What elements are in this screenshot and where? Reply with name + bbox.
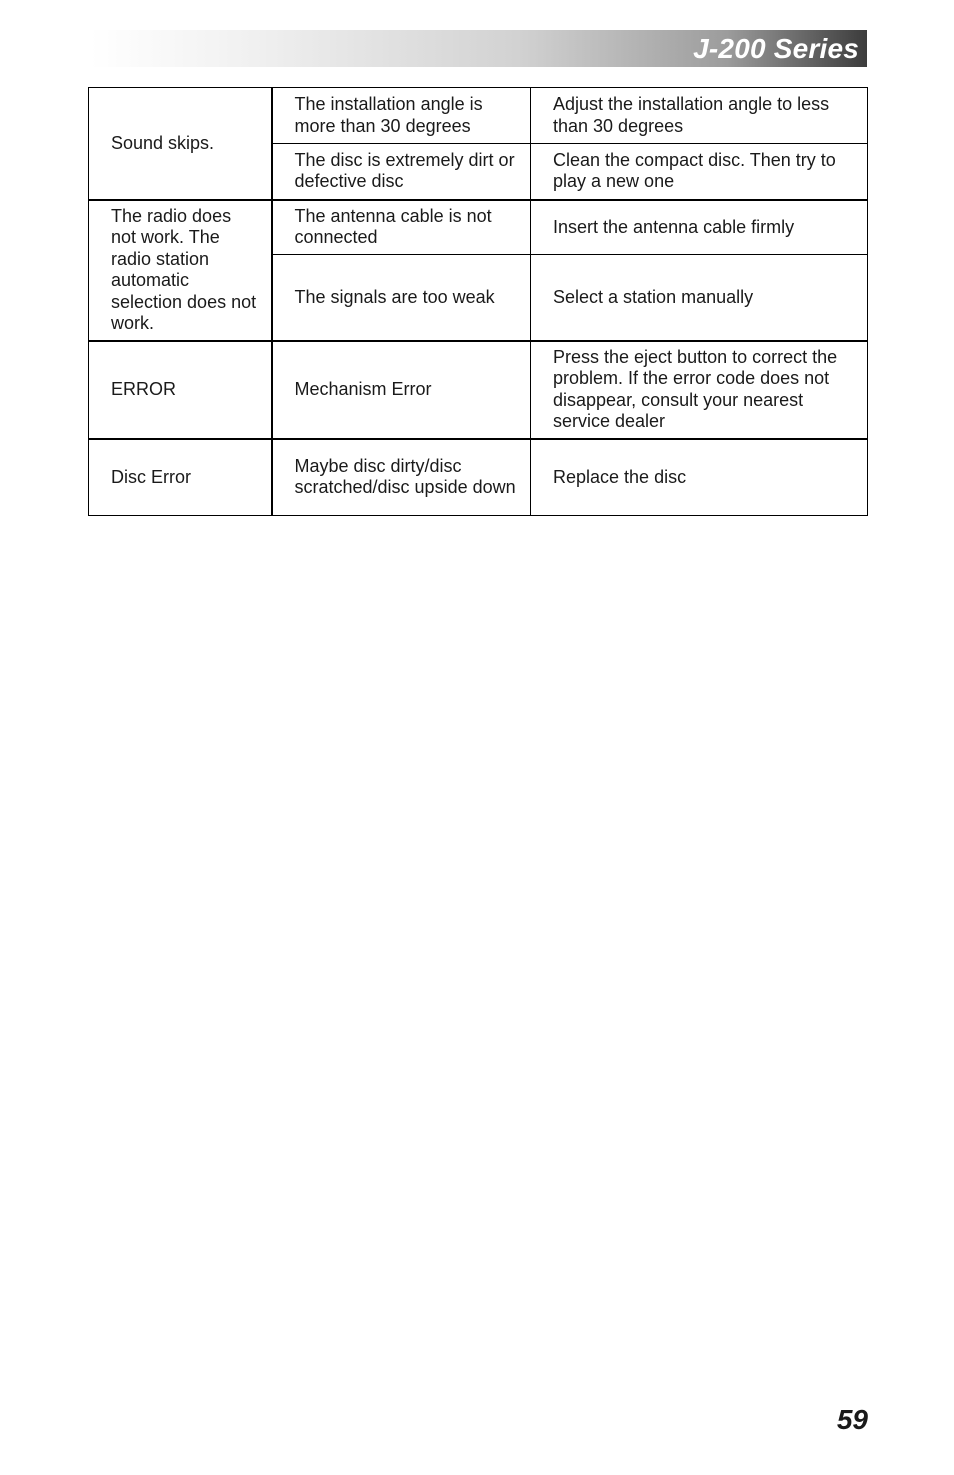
solution-cell: Press the eject button to correct the problem. If the error code does not disappear, consult your nearest service dealer [531, 341, 868, 439]
problem-cell: Disc Error [89, 439, 272, 516]
series-title: J-200 Series [693, 33, 859, 64]
table-row [89, 439, 868, 516]
cause-cell: The disc is extremely dirt or defective disc [272, 144, 531, 200]
troubleshooting-table [88, 87, 868, 516]
problem-cell: The radio does not work. The radio station automatic selection does not work. [89, 200, 272, 341]
problem-cell: Sound skips. [89, 88, 272, 200]
table-row [89, 200, 868, 255]
problem-cell: ERROR [89, 341, 272, 439]
solution-cell: Clean the compact disc. Then try to play a new one [531, 144, 868, 200]
solution-cell: Replace the disc [531, 439, 868, 516]
solution-cell: Select a station manually [531, 255, 868, 341]
table-row [89, 88, 868, 144]
solution-cell: Insert the antenna cable firmly [531, 200, 868, 255]
cause-cell: The signals are too weak [272, 255, 531, 341]
cause-cell: Mechanism Error [272, 341, 531, 439]
cause-cell: Maybe disc dirty/disc scratched/disc upside down [272, 439, 531, 516]
cause-cell: The antenna cable is not connected [272, 200, 531, 255]
header-bar [90, 30, 867, 67]
table-row [89, 341, 868, 439]
page-number: 59 [836, 1404, 868, 1435]
cause-cell: The installation angle is more than 30 degrees [272, 88, 531, 144]
solution-cell: Adjust the installation angle to less than 30 degrees [531, 88, 868, 144]
